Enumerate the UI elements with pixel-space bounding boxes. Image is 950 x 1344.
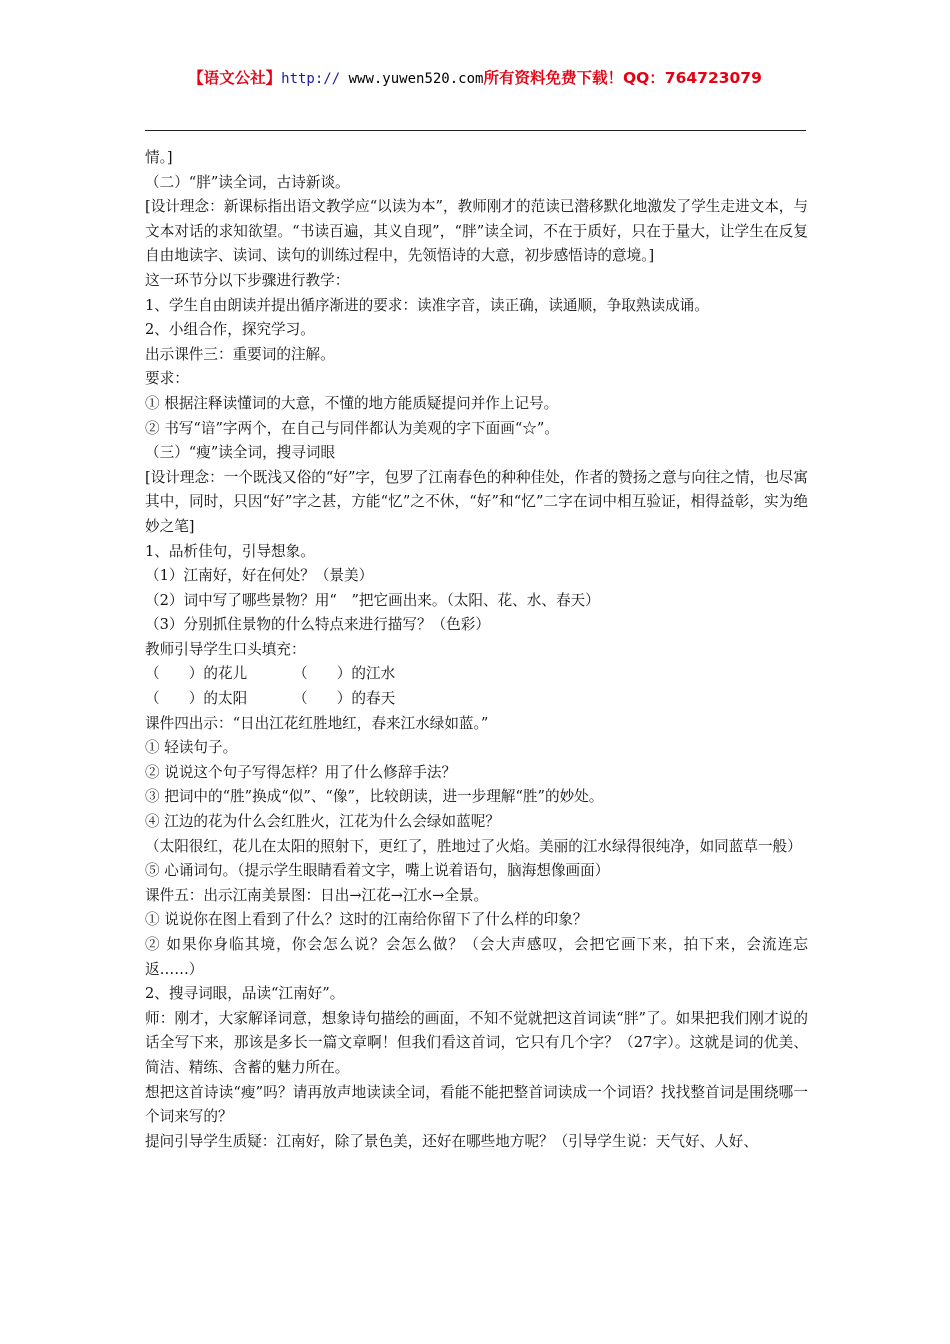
header-http[interactable]: http:// — [281, 71, 341, 87]
fill-blank: （ ）的江水 — [293, 665, 396, 683]
fill-blank: （ ）的太阳 — [145, 690, 248, 708]
header-slogan: 所有资料免费下载！QQ：764723079 — [483, 69, 762, 87]
document-body — [145, 146, 808, 1154]
list-item: ② 书写“谙”字两个，在自己与同伴都认为美观的字下面画“☆”。 — [145, 419, 559, 437]
fill-blank: （ ）的春天 — [293, 690, 396, 708]
list-item: ② 如果你身临其境，你会怎么说？会怎么做？（会大声感叹，会把它画下来，拍下来，会流连忘返……） — [145, 936, 808, 978]
header-divider — [145, 130, 806, 131]
header-site-url[interactable]: www.yuwen520.com — [340, 71, 484, 87]
page-header — [0, 66, 950, 88]
list-item: ③ 把词中的“胜”换成“似”、“像”，比较朗读，进一步理解“胜”的妙处。 — [145, 788, 604, 806]
list-item: 1、品析佳句，引导想象。 — [145, 542, 315, 560]
list-item: （3）分别抓住景物的什么特点来进行描写？（色彩） — [145, 616, 490, 634]
fill-blank-row — [145, 687, 808, 712]
list-item: ④ 江边的花为什么会红胜火，江花为什么会绿如蓝呢？ — [145, 813, 500, 831]
list-item: ② 说说这个句子写得怎样？用了什么修辞手法？ — [145, 763, 457, 781]
list-item: ① 根据注释读懂词的大意，不懂的地方能质疑提问并作上记号。 — [145, 394, 559, 412]
list-item: 2、搜寻词眼，品读“江南好”。 — [145, 985, 345, 1003]
list-item: 1、学生自由朗读并提出循序渐进的要求：读准字音，读正确，读通顺，争取熟读成诵。 — [145, 296, 709, 314]
paragraph: 出示课件三：重要词的注解。 — [145, 345, 335, 363]
list-item: （1）江南好，好在何处？（景美） — [145, 567, 374, 585]
design-concept-paragraph: [设计理念：新课标指出语文教学应“以读为本”，教师刚才的范读已潜移默化地激发了学生走进文本，与文本对话的求知欲望。“书读百遍，其义自现”，“胖”读全词，不在于质好，只在于量大，让学生在反复自由地读字、读词、读句的训练过程中，先领悟诗的大意，初步感悟诗的意境。] — [145, 198, 808, 265]
paragraph: 想把这首诗读“瘦”吗？请再放声地读读全词，看能不能把整首词读成一个词语？找找整首词是围绕哪一个词来写的？ — [145, 1083, 808, 1126]
section-heading: （三）“瘦”读全词，搜寻词眼 — [145, 444, 336, 462]
paragraph: 师：刚才，大家解译词意，想象诗句描绘的画面，不知不觉就把这首词读“胖”了。如果把我们刚才说的话全写下来，那该是多长一篇文章啊！但我们看这首词，它只有几个字？（27字）。这就是词的优美、简洁、精练、含蓄的魅力所在。 — [145, 1009, 808, 1076]
list-item: （2）词中写了哪些景物？用“ ”把它画出来。（太阳、花、水、春天） — [145, 591, 600, 609]
paragraph: 要求： — [145, 370, 189, 388]
fill-blank: （ ）的花儿 — [145, 665, 248, 683]
list-item: ① 说说你在图上看到了什么？这时的江南给你留下了什么样的印象？ — [145, 911, 588, 929]
design-concept-paragraph: [设计理念：一个既浅又俗的“好”字，包罗了江南春色的种种佳处，作者的赞扬之意与向往之情，也尽寓其中，同时，只因“好”字之甚，方能“忆”之不休，“好”和“忆”二字在词中相互验证，相得益彰，实为绝妙之笔] — [145, 468, 808, 535]
list-item: ⑤ 心诵词句。（提示学生眼睛看着文字，嘴上说着语句，脑海想像画面） — [145, 862, 610, 880]
list-item: ① 轻读句子。 — [145, 739, 238, 757]
paragraph: （太阳很红，花儿在太阳的照射下，更红了，胜地过了火焰。美丽的江水绿得很纯净，如同蓝草一般） — [145, 837, 802, 855]
paragraph: 情。] — [145, 149, 173, 166]
paragraph: 教师引导学生口头填充： — [145, 640, 306, 658]
section-heading: （二）“胖”读全词，古诗新谈。 — [145, 173, 350, 191]
paragraph: 课件五：出示江南美景图：日出→江花→江水→全景。 — [145, 886, 489, 904]
paragraph: 这一环节分以下步骤进行教学： — [145, 271, 350, 289]
paragraph: 课件四出示：“日出江花红胜地红，春来江水绿如蓝。” — [145, 714, 489, 732]
list-item: 2、小组合作，探究学习。 — [145, 321, 315, 339]
paragraph: 提问引导学生质疑：江南好，除了景色美，还好在哪些地方呢？（引导学生说：天气好、人好、 — [145, 1132, 758, 1150]
fill-blank-row — [145, 662, 808, 687]
header-site-name: 【语文公社】 — [188, 69, 282, 87]
